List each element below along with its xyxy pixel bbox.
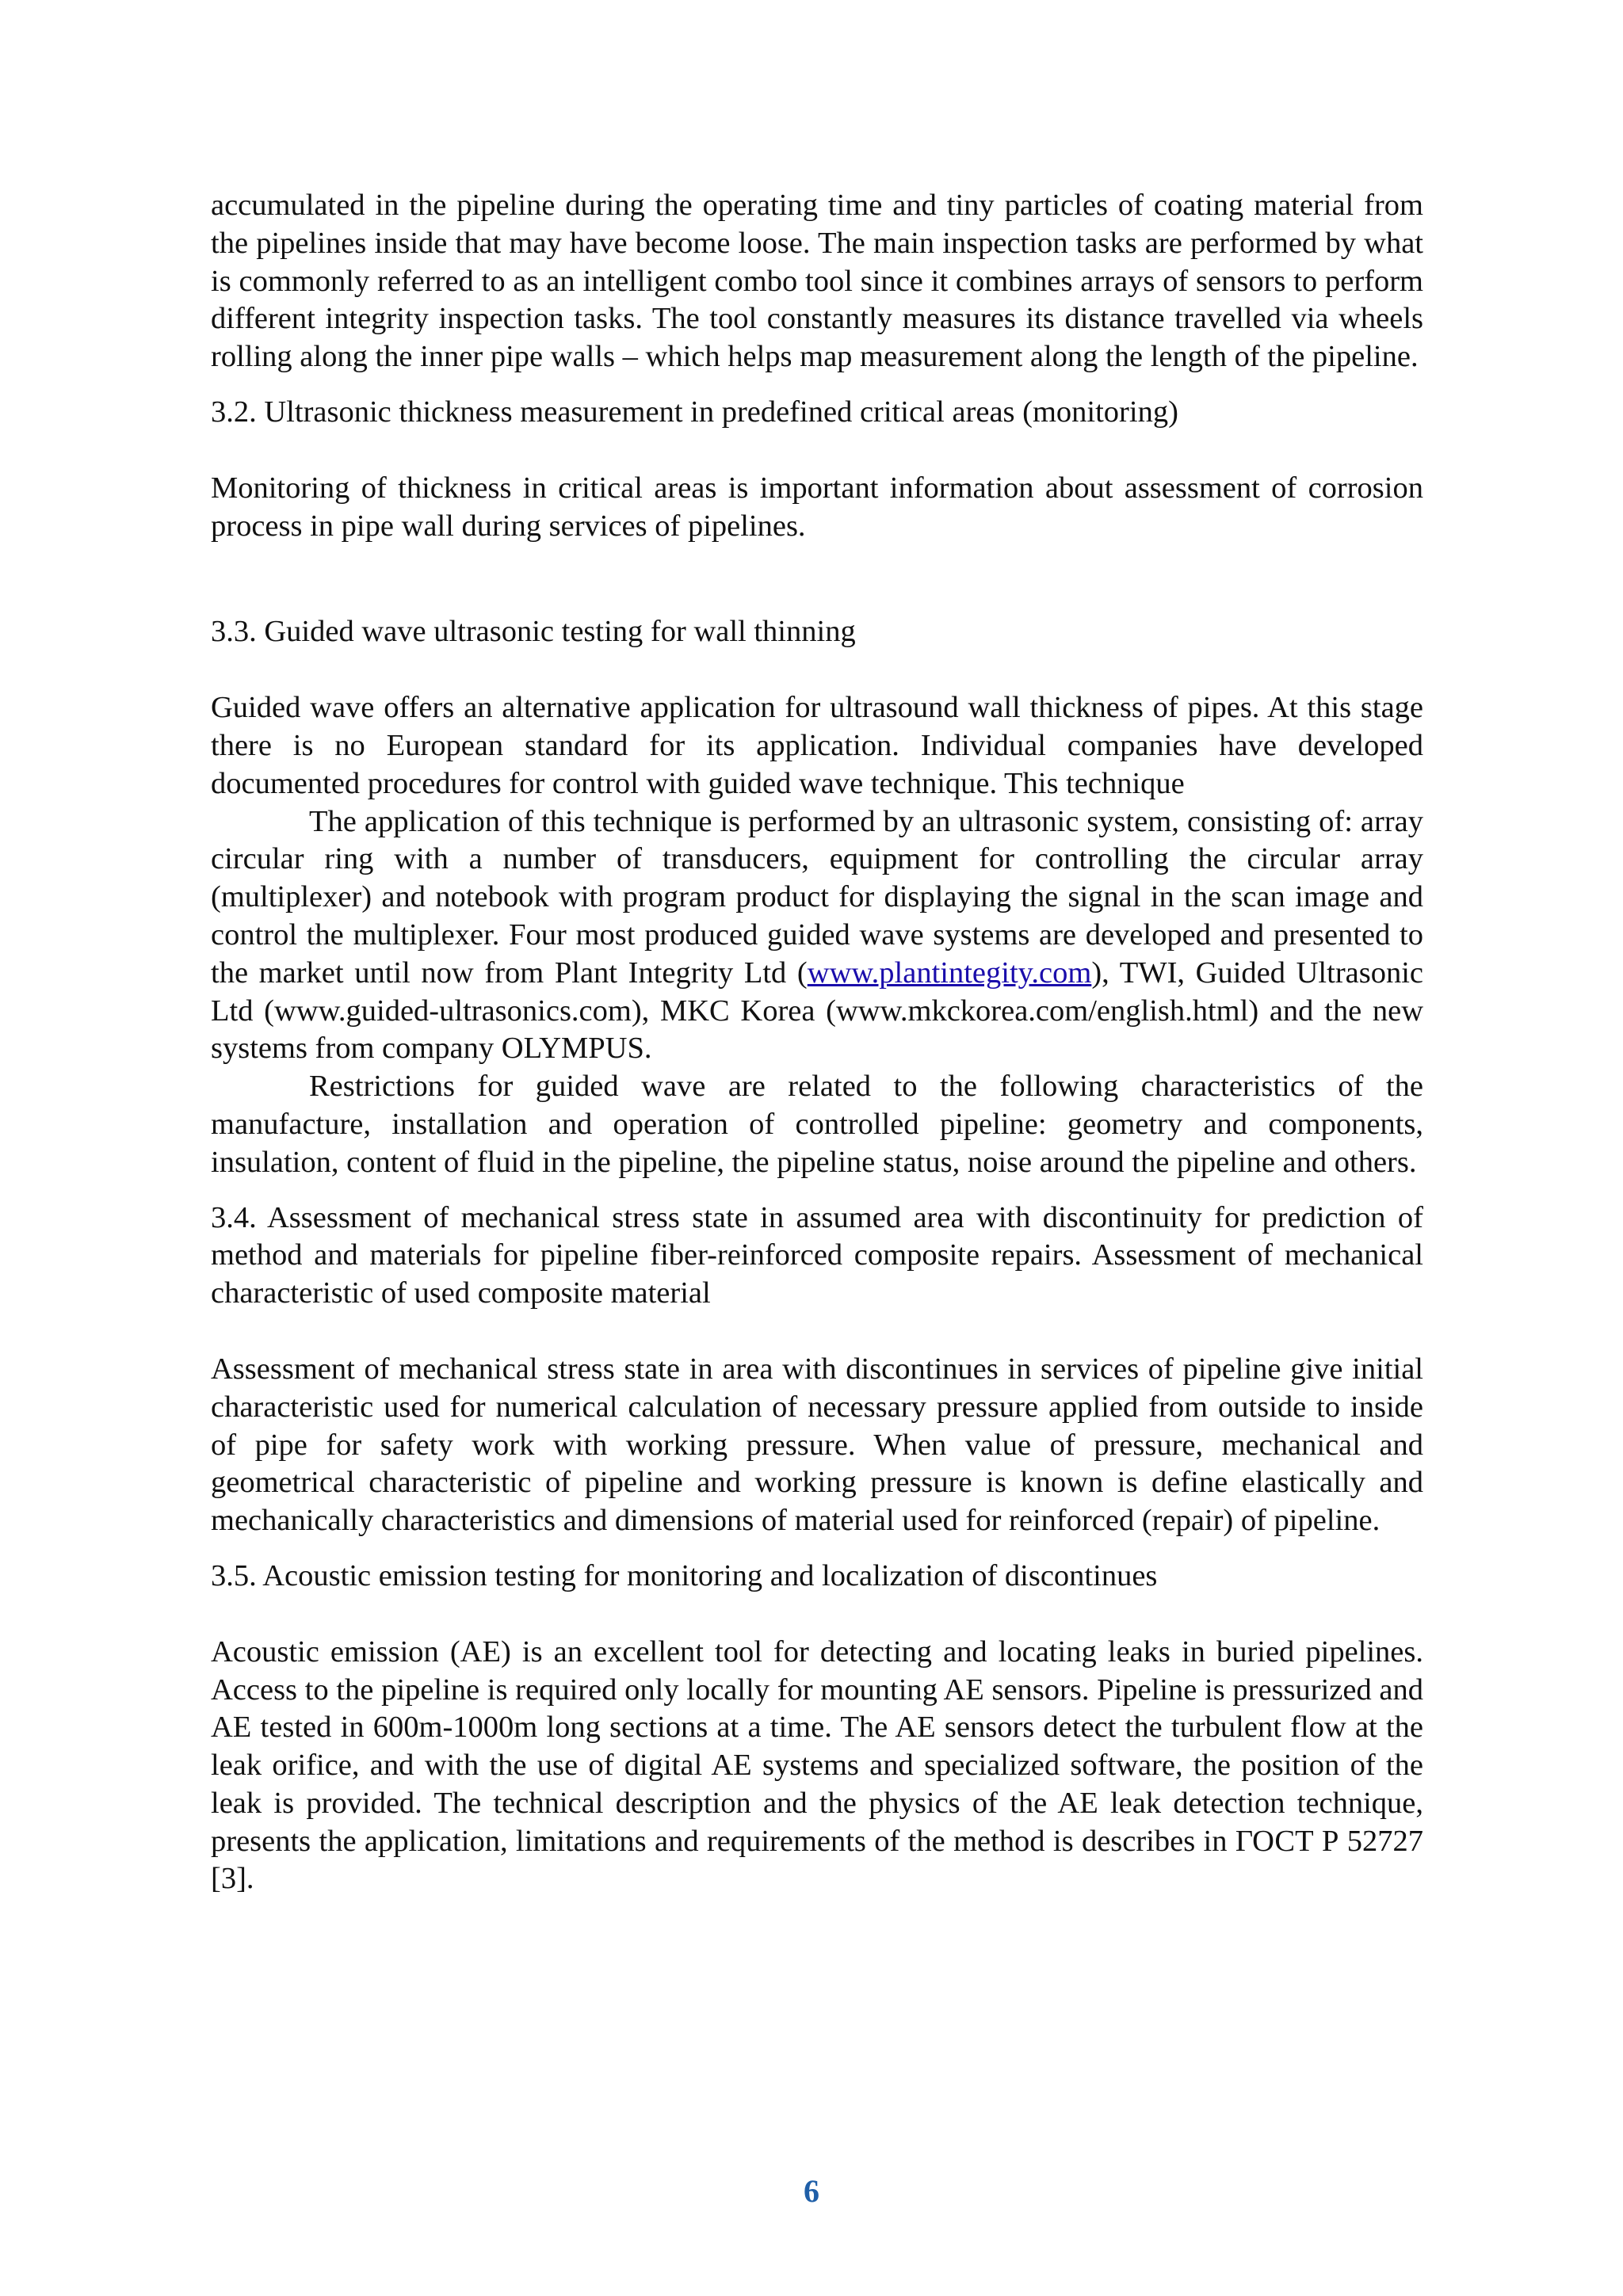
paragraph-3-3-a: Guided wave offers an alternative application for ultrasound wall thickness of pipes. At this stage there is no European standard for its application. Individual companies have developed documented procedures for control with guided wave technique. This technique (211, 691, 1423, 800)
heading-3-5: 3.5. Acoustic emission testing for monitoring and localization of discontinues (211, 1558, 1158, 1592)
heading-3-4: 3.4. Assessment of mechanical stress state in assumed area with discontinuity for prediction of method and materials for pipeline fiber-reinforced composite repairs. Assessment of mechanical characteristic of used composite material (211, 1200, 1423, 1310)
page-number: 6 (804, 2173, 819, 2209)
heading-3-3: 3.3. Guided wave ultrasonic testing for wall thinning (211, 615, 856, 649)
paragraph-3-3-b-text: The application of this technique is performed by an ultrasonic system, consisting of: array circular ring with a number of transducers, equipment for controlling the circular array (multiplexer) and notebook with program product for displaying the signal in the scan image and control the multiplexer. Four most produced guided wave systems are developed and presented to the market until now from Plant Integrity Ltd ( (211, 804, 1423, 990)
paragraph-3-2: Monitoring of thickness in critical areas is important information about assessment of corrosion process in pipe wall during services of pipelines. (211, 471, 1423, 543)
plantintegrity-link[interactable]: www.plantintegity.com (807, 955, 1092, 990)
paragraph-3-3-b (211, 803, 1423, 1069)
paragraph-3-4: Assessment of mechanical stress state in area with discontinues in services of pipeline give initial characteristic used for numerical calculation of necessary pressure applied from outside to inside of pipe for safety work with working pressure. When value of pressure, mechanical and geometrical characteristic of pipeline and working pressure is known is define elastically and mechanically characteristics and dimensions of material used for reinforced (repair) of pipeline. (211, 1352, 1423, 1538)
heading-3-2: 3.2. Ultrasonic thickness measurement in predefined critical areas (monitoring) (211, 395, 1178, 429)
paragraph-intro: accumulated in the pipeline during the operating time and tiny particles of coating material from the pipelines inside that may have become loose. The main inspection tasks are performed by what is commonly referred to as an intelligent combo tool since it combines arrays of sensors to perform different integrity inspection tasks. The tool constantly measures its distance travelled via wheels rolling along the inner pipe walls – which helps map measurement along the length of the pipeline. (211, 189, 1423, 374)
paragraph-3-3-b-tail: ), TWI, Guided Ultrasonic Ltd (www.guided-ultrasonics.com), MKC Korea (www.mkckorea.com/english.html) and the new systems from company OLYMPUS. (211, 955, 1424, 1066)
paragraph-3-5: Acoustic emission (AE) is an excellent tool for detecting and locating leaks in buried pipelines. Access to the pipeline is required only locally for mounting AE sensors. Pipeline is pressurized and AE tested in 600m-1000m long sections at a time. The AE sensors detect the turbulent flow at the leak orifice, and with the use of digital AE systems and specialized software, the position of the leak is provided. The technical description and the physics of the AE leak detection technique, presents the application, limitations and requirements of the method is describes in ГОСТ Р 52727 [3]. (211, 1634, 1423, 1896)
document-page (211, 187, 1423, 1898)
paragraph-3-3-c: Restrictions for guided wave are related to the following characteristics of the manufacture, installation and operation of controlled pipeline: geometry and components, insulation, content of fluid in the pipeline, the pipeline status, noise around the pipeline and others. (211, 1070, 1423, 1179)
